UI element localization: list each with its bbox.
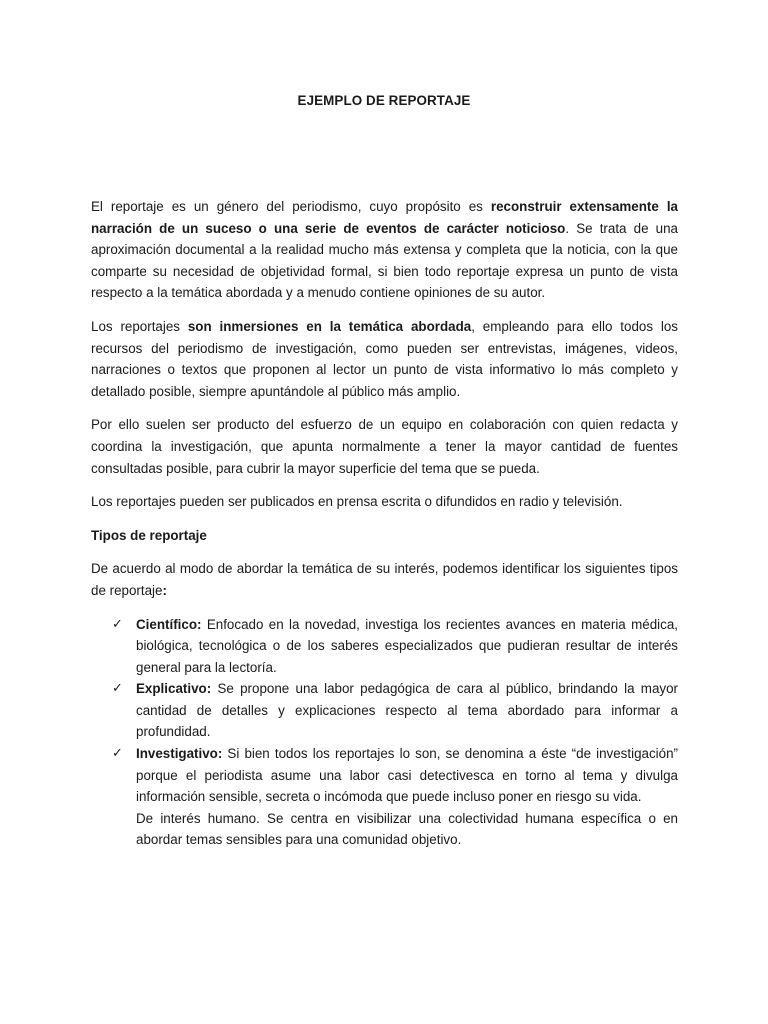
paragraph-inmersiones — [91, 316, 678, 402]
checkmark-icon: ✓ — [112, 746, 123, 762]
tipos-list — [91, 614, 678, 808]
tipo-description: Se propone una labor pedagógica de cara al público, brindando la mayor cantidad de detalles y explicaciones respecto al tema abordado para informar a profundidad. — [136, 681, 678, 740]
paragraph-intro-text-end: . Se trata de una aproximación documental a la realidad mucho más extensa y completa que la noticia, con la que comparte su necesidad de objetividad formal, si bien todo reportaje expresa un punto de vista respecto a la temática abordada y a menudo contiene opiniones de su autor. — [91, 220, 678, 301]
tipo-description: Si bien todos los reportajes lo son, se denomina a éste “de investigación” porque el periodista asume una labor casi detectivesca en torno al tema y divulga información sensible, secreta o incómoda que puede incluso poner en riesgo su vida. — [136, 746, 678, 805]
paragraph-intro-emphasis: reconstruir extensamente la narración de un suceso o una serie de eventos de carácter noticioso — [91, 199, 678, 236]
tipo-description: Enfocado en la novedad, investiga los recientes avances en materia médica, biológica, tecnológica o de los saberes especializados que pudieran resultar de interés general para la lectoría. — [136, 616, 678, 675]
paragraph-equipo: Por ello suelen ser producto del esfuerzo de un equipo en colaboración con quien redacta y coordina la investigación, que apunta normalmente a tener la mayor cantidad de fuentes consultadas posible, para cubrir la mayor superficie del tema que se pueda. — [91, 417, 678, 476]
checkmark-icon: ✓ — [112, 681, 123, 697]
list-item — [112, 743, 678, 808]
paragraph-inmersiones-text-end: , empleando para ello todos los recursos del periodismo de investigación, como pueden ser entrevistas, imágenes, videos, narraciones o textos que proponen al lector un punto de vista informativo lo más completo y detallado posible, siempre apuntándole al público más amplio. — [91, 318, 679, 399]
tipo-name: Investigativo: — [136, 746, 223, 762]
paragraph-tipos-intro — [91, 558, 678, 601]
list-item — [112, 678, 678, 743]
document-title: EJEMPLO DE REPORTAJE — [297, 93, 471, 108]
checkmark-icon: ✓ — [112, 616, 123, 632]
paragraph-inmersiones-text: Los reportajes — [91, 318, 188, 334]
tipo-name: Científico: — [136, 616, 202, 632]
tipo-interes-humano: De interés humano. Se centra en visibilizar una colectividad humana específica o en abordar temas sensibles para una comunidad objetivo. — [136, 810, 678, 848]
paragraph-publicacion: Los reportajes pueden ser publicados en prensa escrita o difundidos en radio y televisión. — [91, 494, 623, 510]
tipo-name: Explicativo: — [136, 681, 212, 697]
section-heading-tipos: Tipos de reportaje — [91, 527, 207, 543]
document-body — [91, 196, 678, 851]
paragraph-tipos-intro-text: De acuerdo al modo de abordar la temática de su interés, podemos identificar los siguientes tipos de reportaje — [91, 561, 678, 598]
paragraph-intro — [91, 196, 678, 304]
list-item — [112, 614, 678, 679]
paragraph-tipos-intro-colon: : — [162, 582, 167, 598]
paragraph-inmersiones-emphasis: son inmersiones en la temática abordada — [187, 318, 472, 334]
paragraph-intro-text: El reportaje es un género del periodismo, cuyo propósito es — [91, 199, 491, 214]
